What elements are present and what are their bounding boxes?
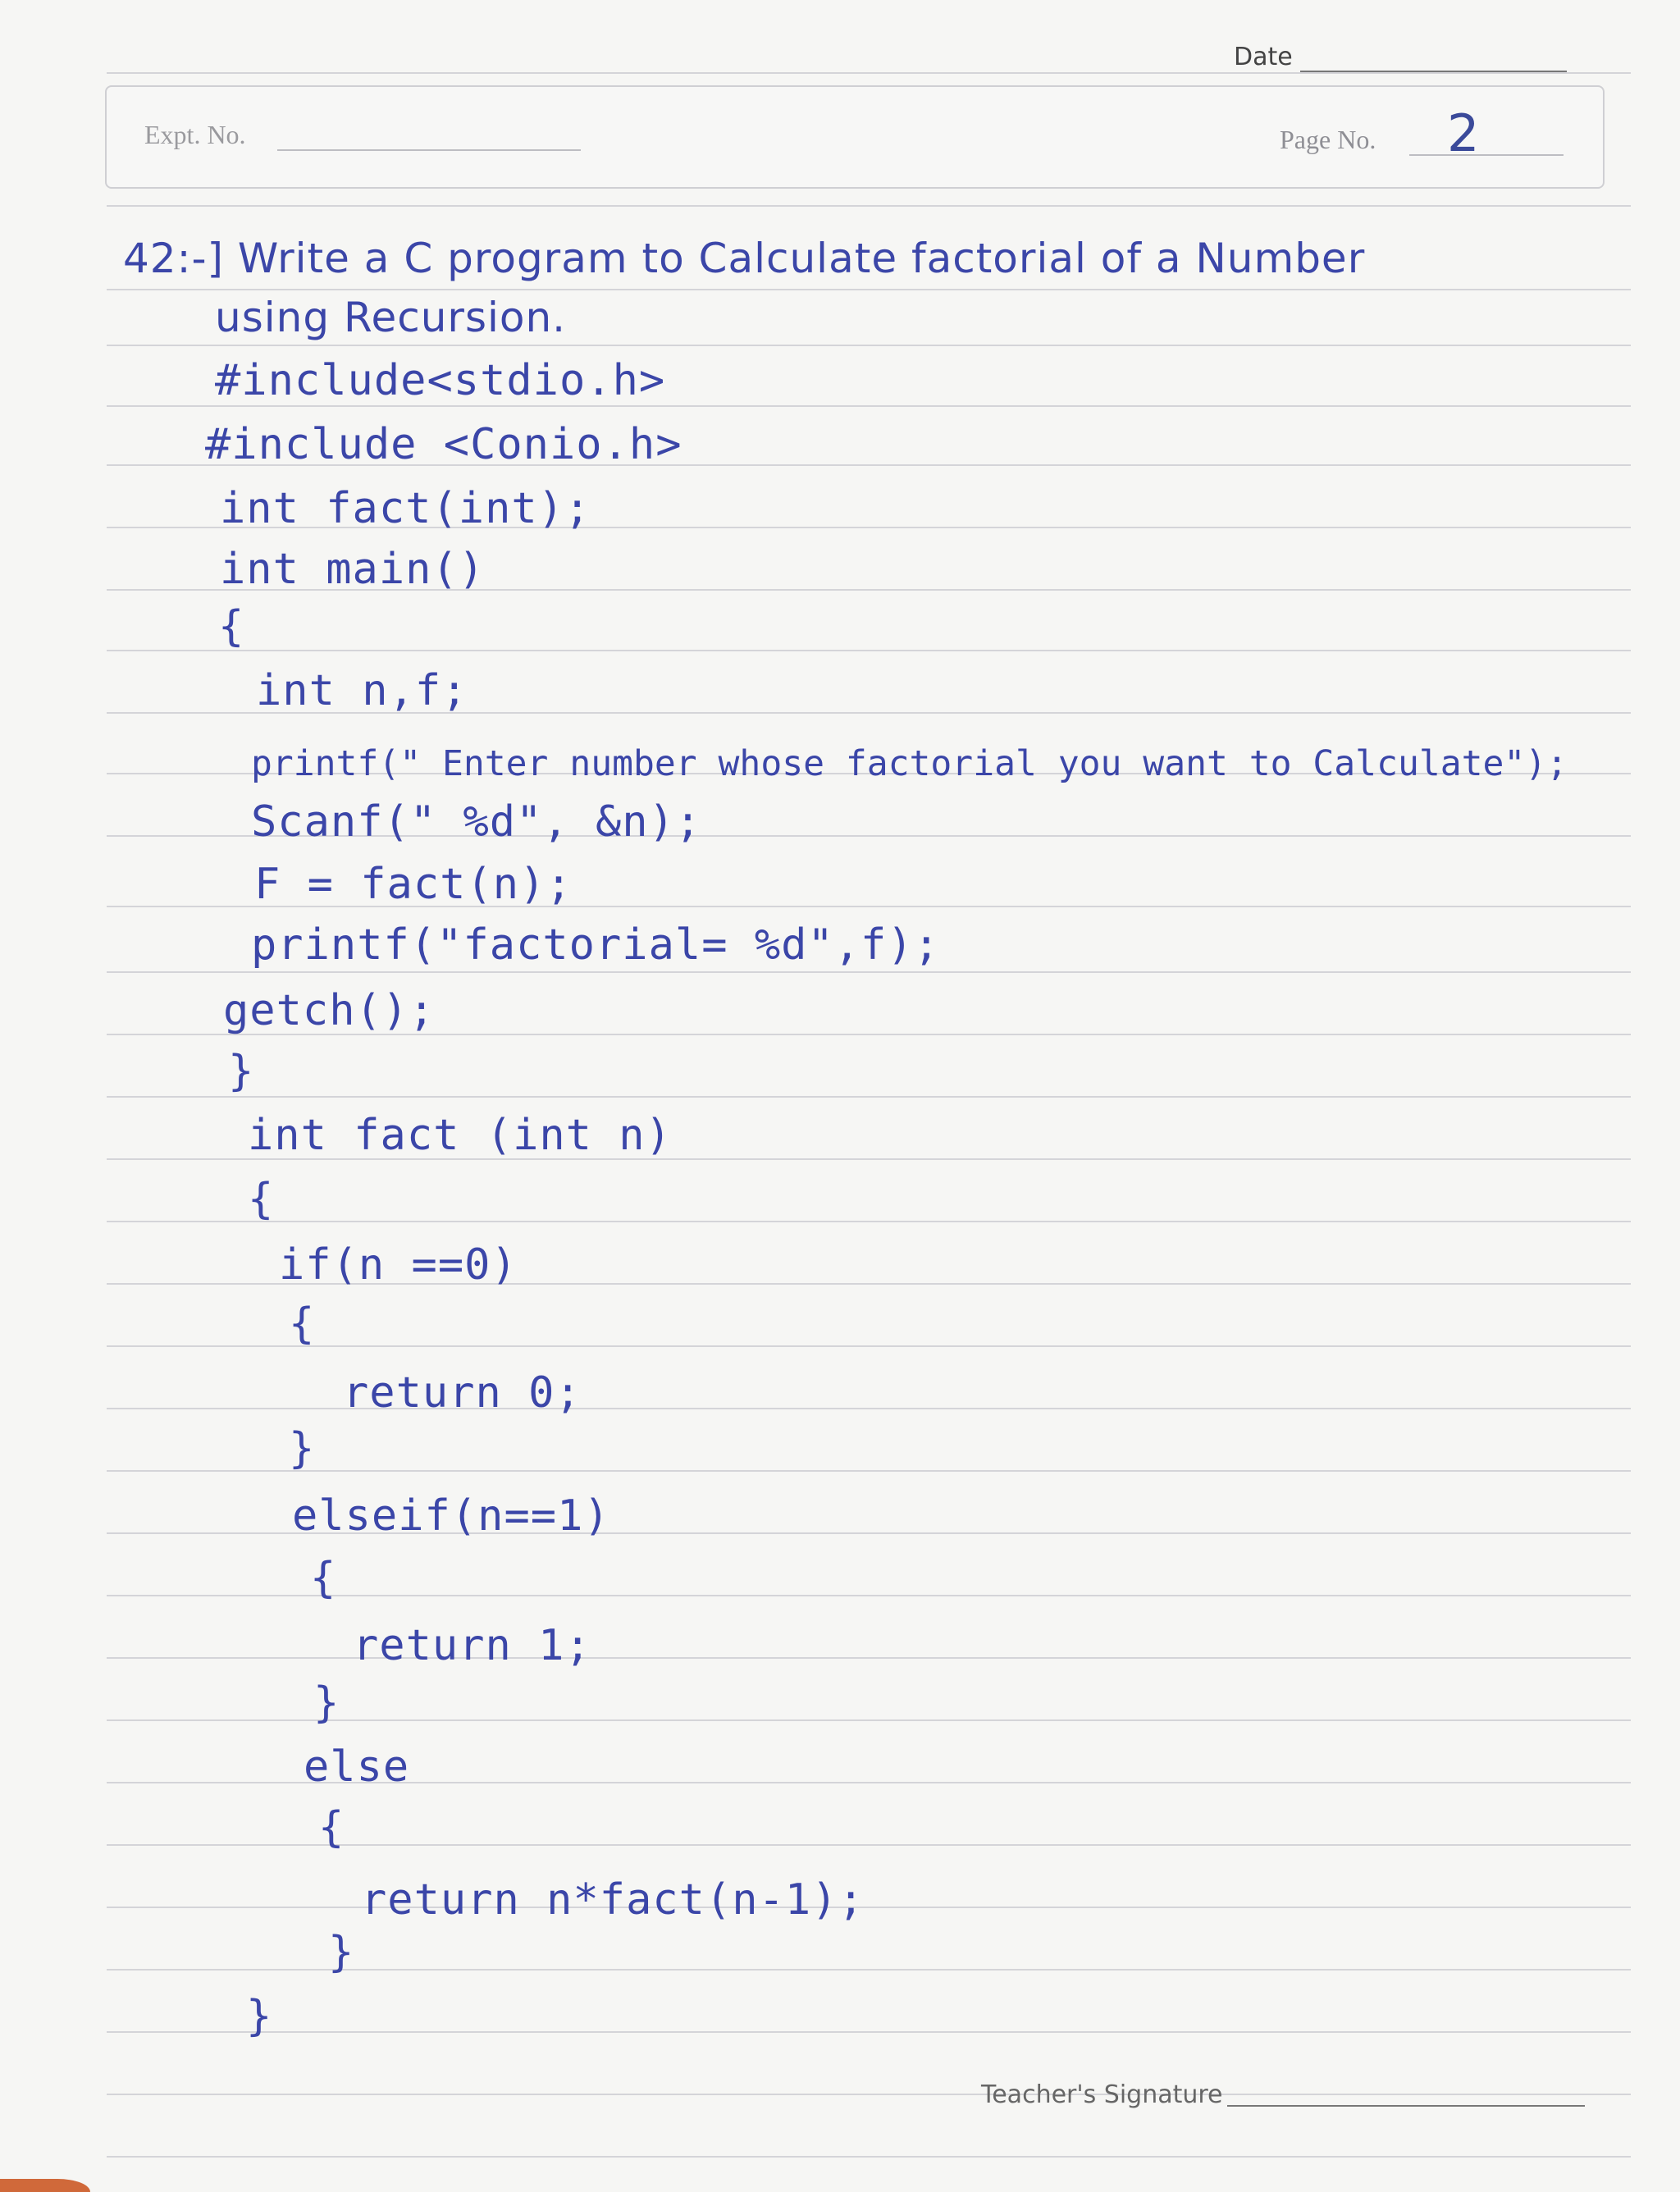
code-line: int main(): [220, 545, 486, 594]
code-line: {: [218, 602, 245, 651]
teachers-signature-label: Teacher's Signature: [981, 2080, 1223, 2109]
page-no-label: Page No.: [1280, 125, 1376, 154]
ruled-line: [107, 289, 1631, 290]
expt-no-line: [277, 149, 581, 151]
code-line: #include<stdio.h>: [215, 356, 666, 405]
page-no-value: 2: [1447, 103, 1480, 163]
code-line: F = fact(n);: [254, 860, 573, 909]
code-line: printf(" Enter number whose factorial you want to Calculate");: [251, 743, 1568, 784]
question-line-1: 42:-] Write a C program to Calculate factorial of a Number: [123, 235, 1366, 282]
code-line: #include <Conio.h>: [205, 420, 682, 469]
ruled-line: [107, 345, 1631, 346]
expt-no-label: Expt. No.: [144, 120, 246, 149]
ruled-line: [107, 1096, 1631, 1098]
ruled-line: [107, 1345, 1631, 1347]
ruled-line: [107, 72, 1631, 74]
ruled-line: [107, 1221, 1631, 1222]
page-no-line: [1409, 154, 1564, 156]
ruled-line: [107, 405, 1631, 407]
teachers-signature-line: [1227, 2105, 1585, 2107]
code-line: {: [310, 1554, 337, 1603]
code-line: }: [328, 1928, 355, 1977]
code-line: printf("factorial= %d",f);: [251, 920, 940, 970]
ruled-line: [107, 1907, 1631, 1908]
ruled-line: [107, 1470, 1631, 1472]
code-line: else: [304, 1742, 410, 1792]
code-line: }: [228, 1047, 255, 1096]
code-line: elseif(n==1): [292, 1491, 610, 1541]
code-line: }: [246, 1992, 273, 2041]
ruled-line: [107, 2156, 1631, 2158]
ruled-line: [107, 2031, 1631, 2033]
code-line: Scanf(" %d", &n);: [251, 797, 702, 847]
code-line: int n,f;: [256, 666, 468, 715]
code-line: {: [289, 1299, 316, 1349]
ruled-line: [107, 2094, 1631, 2095]
code-line: int fact(int);: [220, 484, 591, 533]
question-line-2: using Recursion.: [215, 294, 567, 341]
code-line: return 0;: [343, 1368, 582, 1418]
code-line: }: [289, 1424, 316, 1473]
date-label: Date: [1234, 43, 1293, 71]
ruled-line: [107, 971, 1631, 973]
code-line: {: [318, 1803, 345, 1852]
ruled-line: [107, 1657, 1631, 1659]
code-line: getch();: [223, 986, 436, 1035]
date-line: [1300, 71, 1567, 72]
code-line: if(n ==0): [279, 1240, 518, 1290]
code-line: {: [248, 1175, 275, 1224]
code-line: return 1;: [353, 1621, 591, 1670]
code-line: return n*fact(n-1);: [361, 1875, 865, 1925]
header-box: [105, 85, 1605, 189]
ruled-line: [107, 650, 1631, 651]
ruled-line: [107, 1408, 1631, 1409]
code-line: int fact (int n): [248, 1111, 672, 1160]
page-corner: [0, 2179, 90, 2192]
code-line: }: [313, 1678, 340, 1728]
ruled-line: [107, 205, 1631, 207]
